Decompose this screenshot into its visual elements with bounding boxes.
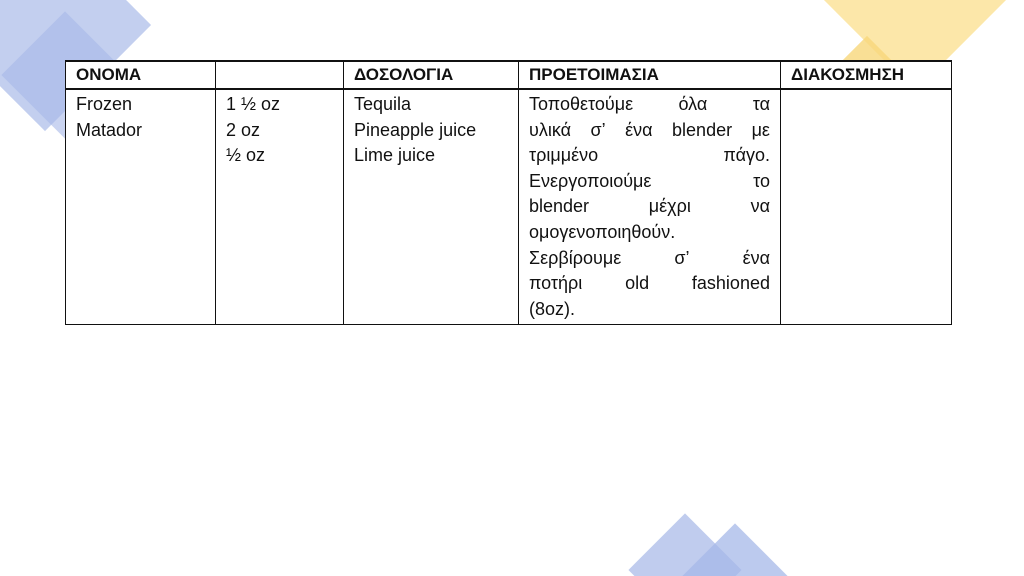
preparation-word: ένα <box>742 247 770 268</box>
preparation-line <box>529 169 770 195</box>
preparation-line <box>529 271 770 297</box>
amount-line: ½ oz <box>226 145 266 166</box>
preparation-word: ένα <box>625 119 653 140</box>
header-preparation: ΠΡΟΕΤΟΙΜΑΣΙΑ <box>519 61 781 89</box>
preparation-word: όλα <box>678 94 708 114</box>
header-dosage: ΔΟΣΟΛΟΓΙΑ <box>344 61 519 89</box>
amount-line: 2 oz <box>226 119 261 140</box>
preparation-word: με <box>751 119 770 140</box>
ingredient-line: Lime juice <box>354 145 436 166</box>
cell-ingredients <box>344 89 519 325</box>
preparation-word: πάγο. <box>723 145 770 166</box>
preparation-word: το <box>753 170 770 191</box>
table-row <box>66 89 952 325</box>
header-name: ΟΝΟΜΑ <box>66 61 216 89</box>
ingredient-line: Tequila <box>354 94 412 114</box>
ingredient-line: Pineapple juice <box>354 119 477 140</box>
preparation-line <box>529 220 770 246</box>
preparation-line <box>529 92 770 118</box>
preparation-word: Σερβίρουμε <box>529 247 622 268</box>
preparation-word: τριμμένο <box>529 145 599 166</box>
preparation-word: Ενεργοποιούμε <box>529 170 652 191</box>
preparation-word: ομογενοποιηθούν. <box>529 221 676 242</box>
cell-amounts <box>216 89 344 325</box>
cell-preparation <box>519 89 781 325</box>
preparation-word: blender <box>529 196 590 217</box>
preparation-word: σ’ <box>674 247 690 268</box>
table-header-row <box>66 61 952 89</box>
preparation-line <box>529 143 770 169</box>
cell-name <box>66 89 216 325</box>
header-amount <box>216 61 344 89</box>
recipe-table-container <box>65 60 951 325</box>
cell-decoration <box>781 89 952 325</box>
preparation-line <box>529 246 770 272</box>
preparation-word: να <box>750 196 770 217</box>
preparation-word: μέχρι <box>648 196 691 217</box>
preparation-word: Τοποθετούμε <box>529 94 634 114</box>
preparation-line <box>529 297 770 323</box>
preparation-word: υλικά <box>529 119 572 140</box>
name-line: Frozen <box>76 94 133 114</box>
preparation-line <box>529 194 770 220</box>
recipe-table <box>65 60 952 325</box>
preparation-word: σ’ <box>590 119 606 140</box>
preparation-word: τα <box>752 94 770 114</box>
preparation-line <box>529 118 770 144</box>
name-line: Matador <box>76 119 143 140</box>
amount-line: 1 ½ oz <box>226 94 281 114</box>
preparation-word: ποτήρι <box>529 273 583 294</box>
preparation-word: (8oz). <box>529 298 576 319</box>
preparation-word: blender <box>672 119 733 140</box>
preparation-word: old <box>625 273 650 294</box>
header-decoration: ΔΙΑΚΟΣΜΗΣΗ <box>781 61 952 89</box>
preparation-word: fashioned <box>691 273 770 294</box>
